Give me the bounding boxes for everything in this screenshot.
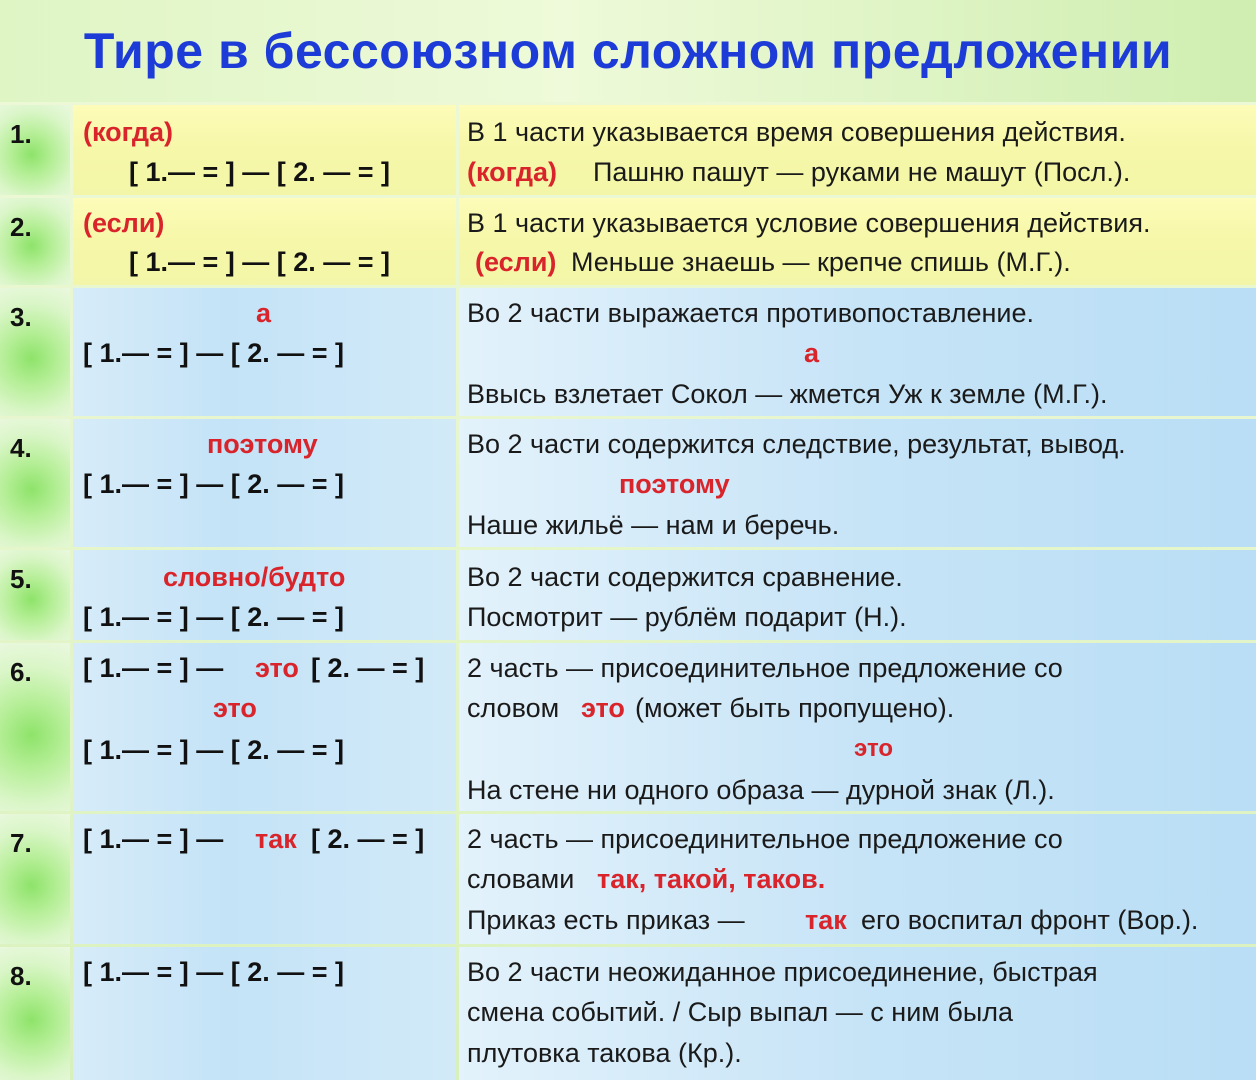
rule-text-cont: словом [467, 693, 560, 723]
scheme-formula-start: [ 1.— = ] — [83, 653, 224, 683]
conjunction: (когда) [83, 117, 174, 147]
explanation-cell [459, 419, 1256, 547]
conjunction: а [256, 298, 272, 328]
page-title: Тире в бессоюзном сложном предложении [83, 23, 1173, 79]
example-conjunction: поэтому [619, 469, 730, 499]
rule-text: В 1 части указывается время совершения действия. [467, 117, 1126, 147]
table-row [0, 105, 1256, 195]
example-text-end: его воспитал фронт (Вор.). [861, 905, 1199, 935]
row-number: 8. [10, 961, 32, 991]
rule-text: 2 часть — присоединительное предложение со [467, 653, 1063, 683]
row-number: 5. [10, 564, 32, 594]
scheme-formula: [ 1.— = ] — [ 2. — = ] [83, 338, 345, 368]
row-number-cell [0, 105, 70, 195]
explanation-cell [459, 550, 1256, 640]
scheme-word: так [255, 824, 297, 854]
scheme-cell [73, 814, 456, 944]
scheme-formula-end: [ 2. — = ] [311, 653, 425, 683]
conjunction: поэтому [207, 429, 318, 459]
scheme-formula-end: [ 2. — = ] [311, 824, 425, 854]
table-row [0, 550, 1256, 640]
scheme-formula: [ 1.— = ] — [ 2. — = ] [83, 957, 345, 987]
row-number: 7. [10, 828, 32, 858]
conjunction: словно/будто [163, 562, 346, 592]
example-text: Пашню пашут — руками не машут (Посл.). [593, 157, 1131, 187]
example-conjunction: (когда) [467, 157, 558, 187]
scheme-formula: [ 1.— = ] — [ 2. — = ] [83, 735, 345, 765]
table-row [0, 198, 1256, 285]
title-banner [0, 0, 1256, 102]
conjunction: это [213, 693, 257, 723]
rule-word: так, такой, таков. [597, 864, 826, 894]
table-row [0, 419, 1256, 547]
explanation-cell [459, 643, 1256, 811]
explanation-cell [459, 947, 1256, 1080]
example-conjunction: (если) [475, 247, 557, 277]
row-number-cell [0, 947, 70, 1080]
row-number-cell [0, 288, 70, 416]
explanation-cell [459, 814, 1256, 944]
table-row [0, 288, 1256, 416]
rule-text: Во 2 части содержится сравнение. [467, 562, 903, 592]
explanation-cell [459, 198, 1256, 285]
row-number: 4. [10, 433, 32, 463]
table-row [0, 643, 1256, 811]
scheme-cell [73, 643, 456, 811]
rule-text: Во 2 части неожиданное присоединение, быстрая [467, 957, 1098, 987]
example-conjunction: а [804, 338, 820, 368]
example-conjunction: это [854, 735, 894, 762]
row-number-cell [0, 198, 70, 285]
scheme-formula-start: [ 1.— = ] — [83, 824, 224, 854]
example-text-start: Приказ есть приказ — [467, 905, 745, 935]
row-number: 1. [10, 119, 32, 149]
rule-text-end: (может быть пропущено). [635, 693, 955, 723]
row-number-cell [0, 814, 70, 944]
rule-text: Во 2 части выражается противопоставление. [467, 298, 1035, 328]
example-text: Наше жильё — нам и беречь. [467, 510, 840, 540]
row-number: 6. [10, 657, 32, 687]
rule-word: это [581, 693, 625, 723]
scheme-cell [73, 947, 456, 1080]
rule-text: 2 часть — присоединительное предложение со [467, 824, 1063, 854]
scheme-cell [73, 105, 456, 195]
explanation-cell [459, 105, 1256, 195]
rule-text-line2: смена событий. / Сыр выпал — с ним была [467, 997, 1013, 1027]
example-text: На стене ни одного образа — дурной знак (Л.). [467, 775, 1055, 805]
scheme-cell [73, 198, 456, 285]
rule-text: Во 2 части содержится следствие, результат, вывод. [467, 429, 1126, 459]
rule-text-line3: плутовка такова (Кр.). [467, 1038, 742, 1068]
scheme-cell [73, 419, 456, 547]
scheme-word: это [255, 653, 299, 683]
scheme-cell [73, 550, 456, 640]
table-row [0, 947, 1256, 1080]
scheme-formula: [ 1.— = ] — [ 2. — = ] [83, 469, 345, 499]
row-number-cell [0, 550, 70, 640]
rule-text-cont: словами [467, 864, 575, 894]
row-number-cell [0, 419, 70, 547]
example-text: Ввысь взлетает Сокол — жмется Уж к земле (М.Г.). [467, 379, 1108, 409]
scheme-formula: [ 1.— = ] — [ 2. — = ] [129, 157, 391, 187]
example-word: так [805, 905, 847, 935]
example-text: Меньше знаешь — крепче спишь (М.Г.). [571, 247, 1071, 277]
scheme-formula: [ 1.— = ] — [ 2. — = ] [83, 602, 345, 632]
scheme-cell [73, 288, 456, 416]
explanation-cell [459, 288, 1256, 416]
example-text: Посмотрит — рублём подарит (Н.). [467, 602, 907, 632]
row-number-cell [0, 643, 70, 811]
conjunction: (если) [83, 208, 165, 238]
row-number: 3. [10, 302, 32, 332]
rule-text: В 1 части указывается условие совершения действия. [467, 208, 1151, 238]
scheme-formula: [ 1.— = ] — [ 2. — = ] [129, 247, 391, 277]
table-row [0, 814, 1256, 944]
row-number: 2. [10, 212, 32, 242]
